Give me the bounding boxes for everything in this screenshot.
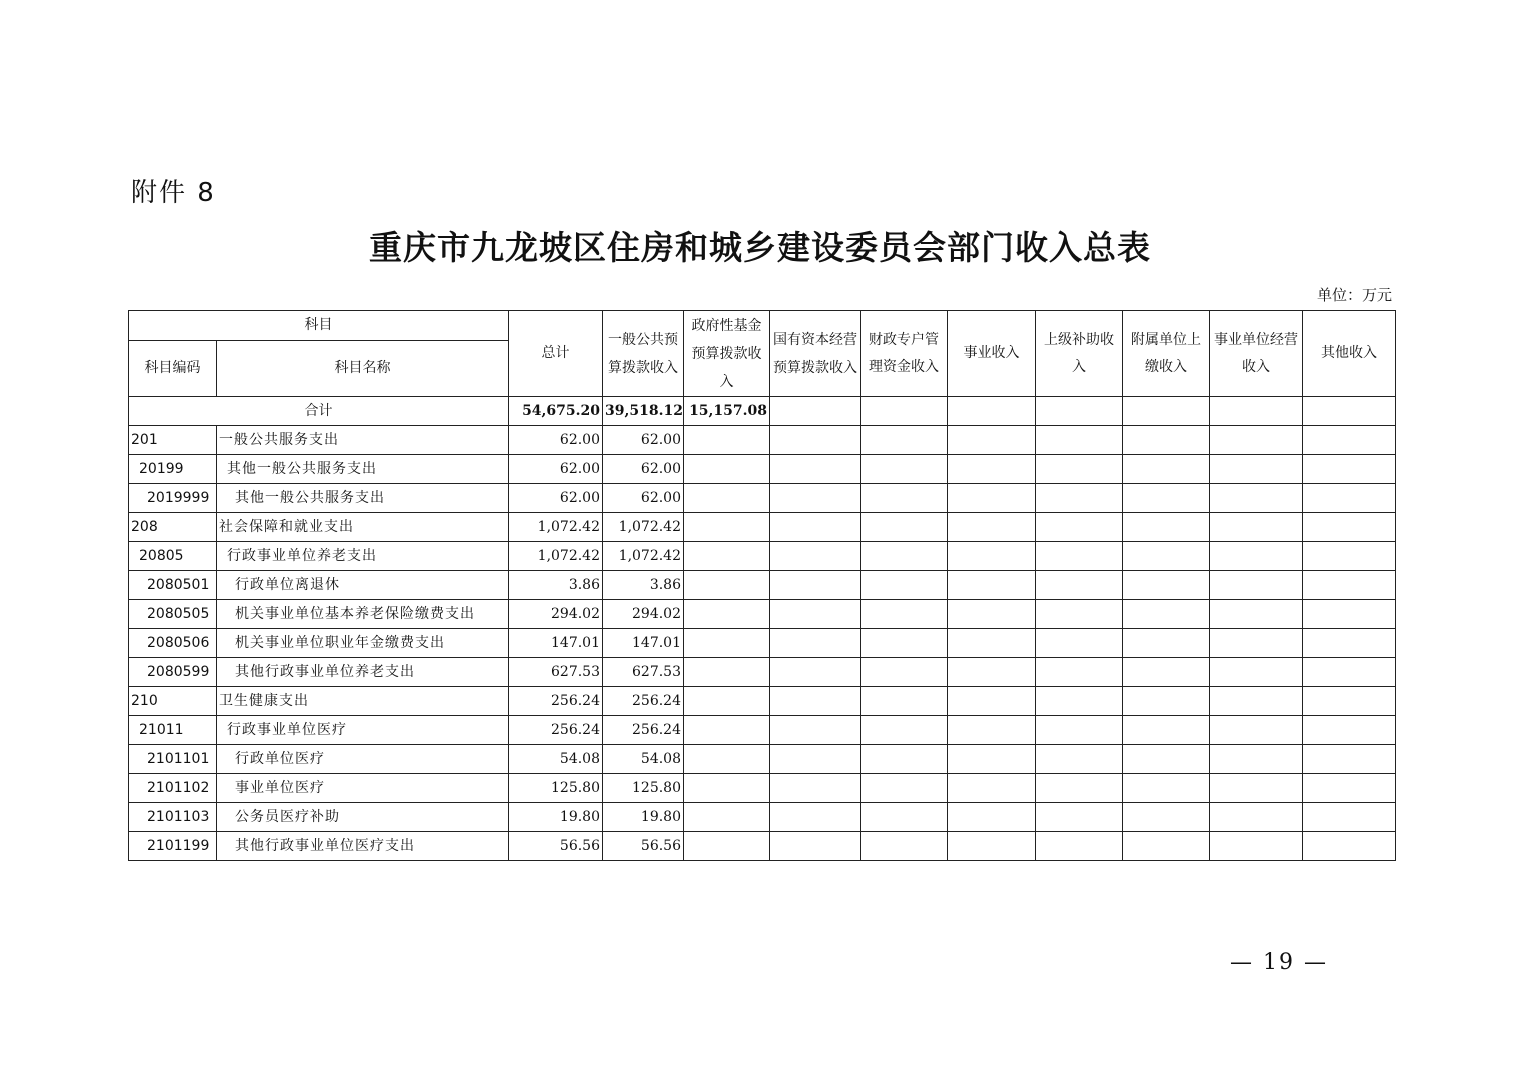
- row-name: 行政单位医疗: [217, 745, 509, 774]
- row-cell-empty: [684, 600, 770, 629]
- row-cell-empty: [1210, 484, 1303, 513]
- row-cell-empty: [948, 542, 1036, 571]
- row-cell-empty: [1210, 542, 1303, 571]
- row-cell-empty: [684, 803, 770, 832]
- row-cell-empty: [948, 803, 1036, 832]
- row-cell-empty: [1036, 629, 1123, 658]
- row-cell-empty: [948, 687, 1036, 716]
- row-cell-empty: [1123, 484, 1210, 513]
- row-cell-empty: [684, 426, 770, 455]
- row-cell-empty: [861, 600, 948, 629]
- row-cell-empty: [861, 774, 948, 803]
- row-cell-empty: [1123, 542, 1210, 571]
- table-row: [129, 658, 1396, 687]
- row-total: 19.80: [509, 803, 603, 832]
- row-total: 1,072.42: [509, 542, 603, 571]
- row-code: 210: [129, 687, 217, 716]
- row-cell-empty: [861, 629, 948, 658]
- row-cell-empty: [1210, 803, 1303, 832]
- row-code: 2101199: [129, 832, 217, 861]
- row-cell-empty: [770, 513, 861, 542]
- row-cell-empty: [770, 687, 861, 716]
- row-cell-empty: [948, 426, 1036, 455]
- row-cell-empty: [948, 832, 1036, 861]
- row-total: 256.24: [509, 716, 603, 745]
- row-general-budget: 294.02: [603, 600, 684, 629]
- row-name: 其他一般公共服务支出: [217, 484, 509, 513]
- row-cell-empty: [1123, 571, 1210, 600]
- row-general-budget: 56.56: [603, 832, 684, 861]
- row-cell-empty: [684, 774, 770, 803]
- header-total: 总计: [509, 311, 603, 397]
- row-cell-empty: [1210, 745, 1303, 774]
- row-cell-empty: [1123, 629, 1210, 658]
- table-row: [129, 774, 1396, 803]
- table-header: [129, 311, 1396, 397]
- row-cell-empty: [1210, 513, 1303, 542]
- row-cell-empty: [1123, 832, 1210, 861]
- header-state-capital: 国有资本经营预算拨款收入: [770, 311, 861, 397]
- row-cell-empty: [948, 716, 1036, 745]
- row-cell-empty: [1303, 455, 1396, 484]
- header-affiliated: 附属单位上缴收入: [1123, 311, 1210, 397]
- row-total: 54.08: [509, 745, 603, 774]
- total-general-budget: 39,518.12: [603, 397, 684, 426]
- row-total: 125.80: [509, 774, 603, 803]
- row-general-budget: 62.00: [603, 455, 684, 484]
- row-cell-empty: [684, 455, 770, 484]
- row-cell-empty: [1210, 658, 1303, 687]
- row-cell-empty: [861, 803, 948, 832]
- row-cell-empty: [770, 571, 861, 600]
- row-code: 2080505: [129, 600, 217, 629]
- row-cell-empty: [1210, 426, 1303, 455]
- header-other: 其他收入: [1303, 311, 1396, 397]
- row-code: 2101101: [129, 745, 217, 774]
- row-cell-empty: [861, 745, 948, 774]
- row-cell-empty: [1303, 571, 1396, 600]
- row-general-budget: 256.24: [603, 687, 684, 716]
- total-cell-empty: [861, 397, 948, 426]
- row-name: 卫生健康支出: [217, 687, 509, 716]
- row-cell-empty: [1123, 513, 1210, 542]
- row-cell-empty: [684, 745, 770, 774]
- row-cell-empty: [1303, 687, 1396, 716]
- row-cell-empty: [770, 426, 861, 455]
- row-general-budget: 3.86: [603, 571, 684, 600]
- row-cell-empty: [948, 571, 1036, 600]
- total-cell-empty: [948, 397, 1036, 426]
- row-name: 其他行政事业单位养老支出: [217, 658, 509, 687]
- row-cell-empty: [1303, 629, 1396, 658]
- row-name: 行政事业单位医疗: [217, 716, 509, 745]
- table-row: [129, 600, 1396, 629]
- row-cell-empty: [1036, 571, 1123, 600]
- header-name: 科目名称: [217, 341, 509, 397]
- row-cell-empty: [1210, 687, 1303, 716]
- row-code: 2019999: [129, 484, 217, 513]
- row-name: 行政事业单位养老支出: [217, 542, 509, 571]
- row-total: 256.24: [509, 687, 603, 716]
- total-cell-empty: [1036, 397, 1123, 426]
- row-cell-empty: [1036, 426, 1123, 455]
- row-cell-empty: [1123, 716, 1210, 745]
- row-cell-empty: [1036, 658, 1123, 687]
- row-cell-empty: [861, 687, 948, 716]
- row-cell-empty: [684, 832, 770, 861]
- row-cell-empty: [948, 629, 1036, 658]
- row-cell-empty: [1210, 600, 1303, 629]
- row-cell-empty: [1303, 542, 1396, 571]
- row-cell-empty: [1036, 455, 1123, 484]
- row-cell-empty: [770, 716, 861, 745]
- row-total: 147.01: [509, 629, 603, 658]
- row-cell-empty: [684, 571, 770, 600]
- row-cell-empty: [1123, 658, 1210, 687]
- row-cell-empty: [1210, 716, 1303, 745]
- row-cell-empty: [1303, 484, 1396, 513]
- row-cell-empty: [1303, 832, 1396, 861]
- row-cell-empty: [770, 484, 861, 513]
- row-name: 公务员医疗补助: [217, 803, 509, 832]
- row-cell-empty: [948, 484, 1036, 513]
- row-cell-empty: [684, 716, 770, 745]
- row-cell-empty: [1303, 513, 1396, 542]
- total-cell-empty: [1303, 397, 1396, 426]
- row-cell-empty: [861, 484, 948, 513]
- row-general-budget: 627.53: [603, 658, 684, 687]
- header-general-budget: 一般公共预算拨款收入: [603, 311, 684, 397]
- row-general-budget: 1,072.42: [603, 542, 684, 571]
- row-code: 208: [129, 513, 217, 542]
- row-cell-empty: [1123, 774, 1210, 803]
- row-code: 201: [129, 426, 217, 455]
- row-total: 62.00: [509, 455, 603, 484]
- row-cell-empty: [1303, 716, 1396, 745]
- table-row: [129, 832, 1396, 861]
- row-cell-empty: [1210, 455, 1303, 484]
- page-number: — 19 —: [1230, 950, 1328, 975]
- row-general-budget: 62.00: [603, 426, 684, 455]
- total-row: [129, 397, 1396, 426]
- row-cell-empty: [1303, 745, 1396, 774]
- row-cell-empty: [1036, 716, 1123, 745]
- row-total: 3.86: [509, 571, 603, 600]
- row-cell-empty: [770, 803, 861, 832]
- row-code: 21011: [129, 716, 217, 745]
- header-subject: 科目: [129, 311, 509, 341]
- row-cell-empty: [1303, 600, 1396, 629]
- row-cell-empty: [770, 658, 861, 687]
- row-general-budget: 54.08: [603, 745, 684, 774]
- row-cell-empty: [1036, 513, 1123, 542]
- row-cell-empty: [861, 658, 948, 687]
- header-operating: 事业单位经营收入: [1210, 311, 1303, 397]
- table-row: [129, 571, 1396, 600]
- income-table: [128, 310, 1396, 861]
- row-general-budget: 19.80: [603, 803, 684, 832]
- row-cell-empty: [684, 484, 770, 513]
- table-row: [129, 803, 1396, 832]
- row-cell-empty: [861, 571, 948, 600]
- row-total: 56.56: [509, 832, 603, 861]
- row-cell-empty: [770, 774, 861, 803]
- table-row: [129, 629, 1396, 658]
- row-code: 2080501: [129, 571, 217, 600]
- row-cell-empty: [684, 629, 770, 658]
- row-name: 一般公共服务支出: [217, 426, 509, 455]
- row-cell-empty: [948, 774, 1036, 803]
- row-cell-empty: [1123, 426, 1210, 455]
- row-cell-empty: [861, 832, 948, 861]
- row-cell-empty: [1303, 426, 1396, 455]
- row-cell-empty: [861, 716, 948, 745]
- row-cell-empty: [861, 542, 948, 571]
- row-code: 2101103: [129, 803, 217, 832]
- row-cell-empty: [770, 455, 861, 484]
- table-row: [129, 687, 1396, 716]
- total-gov-fund: 15,157.08: [684, 397, 770, 426]
- row-cell-empty: [1303, 803, 1396, 832]
- table-row: [129, 513, 1396, 542]
- row-cell-empty: [948, 513, 1036, 542]
- row-cell-empty: [1123, 803, 1210, 832]
- row-name: 其他行政事业单位医疗支出: [217, 832, 509, 861]
- row-cell-empty: [770, 629, 861, 658]
- row-name: 机关事业单位基本养老保险缴费支出: [217, 600, 509, 629]
- row-cell-empty: [948, 455, 1036, 484]
- row-name: 行政单位离退休: [217, 571, 509, 600]
- row-total: 1,072.42: [509, 513, 603, 542]
- header-business-income: 事业收入: [948, 311, 1036, 397]
- document-title: 重庆市九龙坡区住房和城乡建设委员会部门收入总表: [369, 228, 1151, 267]
- row-total: 294.02: [509, 600, 603, 629]
- row-cell-empty: [1123, 687, 1210, 716]
- row-general-budget: 125.80: [603, 774, 684, 803]
- row-cell-empty: [948, 658, 1036, 687]
- header-code: 科目编码: [129, 341, 217, 397]
- row-code: 20199: [129, 455, 217, 484]
- row-cell-empty: [1123, 600, 1210, 629]
- row-general-budget: 256.24: [603, 716, 684, 745]
- row-cell-empty: [861, 513, 948, 542]
- row-code: 2080506: [129, 629, 217, 658]
- row-cell-empty: [1303, 774, 1396, 803]
- table-row: [129, 484, 1396, 513]
- row-cell-empty: [684, 542, 770, 571]
- row-cell-empty: [684, 513, 770, 542]
- row-cell-empty: [1036, 542, 1123, 571]
- row-cell-empty: [770, 745, 861, 774]
- table-row: [129, 745, 1396, 774]
- total-label: 合计: [129, 397, 509, 426]
- row-cell-empty: [684, 687, 770, 716]
- row-cell-empty: [1303, 658, 1396, 687]
- header-fiscal-special: 财政专户管理资金收入: [861, 311, 948, 397]
- table-body: [129, 397, 1396, 861]
- row-cell-empty: [1036, 774, 1123, 803]
- header-gov-fund: 政府性基金预算拨款收入: [684, 311, 770, 397]
- total-cell-empty: [1123, 397, 1210, 426]
- row-cell-empty: [1210, 774, 1303, 803]
- attachment-label: 附件 8: [131, 178, 216, 208]
- row-cell-empty: [1210, 571, 1303, 600]
- row-cell-empty: [861, 455, 948, 484]
- table-row: [129, 716, 1396, 745]
- row-general-budget: 62.00: [603, 484, 684, 513]
- unit-label: 单位：万元: [1316, 286, 1392, 304]
- row-cell-empty: [1036, 832, 1123, 861]
- total-cell-empty: [1210, 397, 1303, 426]
- row-total: 62.00: [509, 484, 603, 513]
- row-cell-empty: [1210, 832, 1303, 861]
- row-cell-empty: [1123, 455, 1210, 484]
- header-superior-subsidy: 上级补助收入: [1036, 311, 1123, 397]
- row-cell-empty: [1036, 484, 1123, 513]
- row-cell-empty: [948, 745, 1036, 774]
- row-cell-empty: [1036, 803, 1123, 832]
- row-general-budget: 1,072.42: [603, 513, 684, 542]
- row-cell-empty: [770, 542, 861, 571]
- row-name: 其他一般公共服务支出: [217, 455, 509, 484]
- row-cell-empty: [1036, 687, 1123, 716]
- row-cell-empty: [770, 600, 861, 629]
- row-cell-empty: [1123, 745, 1210, 774]
- row-cell-empty: [684, 658, 770, 687]
- row-name: 事业单位医疗: [217, 774, 509, 803]
- table-row: [129, 455, 1396, 484]
- row-total: 627.53: [509, 658, 603, 687]
- row-cell-empty: [770, 832, 861, 861]
- table-row: [129, 426, 1396, 455]
- row-name: 机关事业单位职业年金缴费支出: [217, 629, 509, 658]
- total-total: 54,675.20: [509, 397, 603, 426]
- row-general-budget: 147.01: [603, 629, 684, 658]
- total-cell-empty: [770, 397, 861, 426]
- row-code: 20805: [129, 542, 217, 571]
- row-code: 2080599: [129, 658, 217, 687]
- table-row: [129, 542, 1396, 571]
- row-cell-empty: [1210, 629, 1303, 658]
- row-cell-empty: [1036, 600, 1123, 629]
- row-cell-empty: [1036, 745, 1123, 774]
- row-code: 2101102: [129, 774, 217, 803]
- row-total: 62.00: [509, 426, 603, 455]
- row-name: 社会保障和就业支出: [217, 513, 509, 542]
- row-cell-empty: [948, 600, 1036, 629]
- row-cell-empty: [861, 426, 948, 455]
